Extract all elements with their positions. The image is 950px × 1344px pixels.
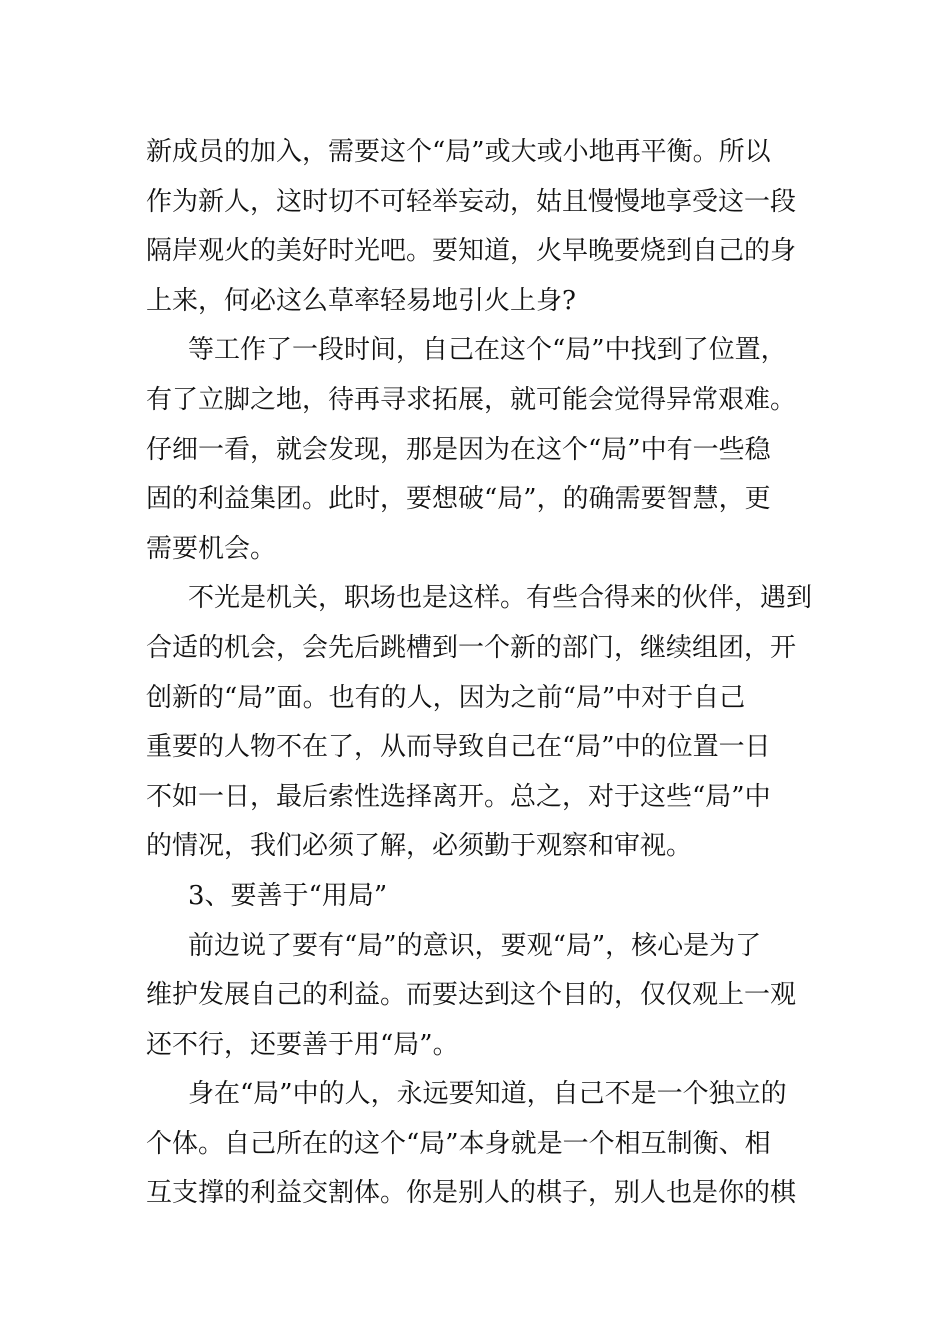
text-line: 仔细一看，就会发现，那是因为在这个“局”中有一些稳 (146, 434, 771, 465)
text-line: 重要的人物不在了，从而导致自己在“局”中的位置一日 (146, 732, 771, 763)
text-line: 维护发展自己的利益。而要达到这个目的，仅仅观上一观 (146, 980, 797, 1011)
text-line: 合适的机会，会先后跳槽到一个新的部门，继续组团，开 (146, 632, 797, 663)
text-line: 有了立脚之地，待再寻求拓展，就可能会觉得异常艰难。 (146, 384, 797, 415)
text-line: 隔岸观火的美好时光吧。要知道，火早晚要烧到自己的身 (146, 236, 797, 267)
text-line: 需要机会。 (146, 533, 277, 564)
text-line: 还不行，还要善于用“局”。 (146, 1029, 459, 1060)
text-line: 固的利益集团。此时，要想破“局”，的确需要智慧，更 (146, 484, 771, 515)
text-line: 不如一日，最后索性选择离开。总之，对于这些“局”中 (146, 781, 771, 812)
paragraph-start-line: 不光是机关，职场也是这样。有些合得来的伙伴，遇到 (188, 583, 813, 614)
text-line: 上来，何必这么草率轻易地引火上身? (146, 285, 576, 316)
text-line: 新成员的加入，需要这个“局”或大或小地再平衡。所以 (146, 137, 771, 167)
paragraph-start-line: 前边说了要有“局”的意识，要观“局”，核心是为了 (188, 930, 762, 961)
body-text (146, 128, 812, 1219)
text-line: 互支撑的利益交割体。你是别人的棋子，别人也是你的棋 (146, 1178, 797, 1209)
text-line: 个体。自己所在的这个“局”本身就是一个相互制衡、相 (146, 1128, 771, 1159)
section-heading: 3、要善于“用局” (188, 880, 388, 911)
paragraph-start-line: 等工作了一段时间，自己在这个“局”中找到了位置， (188, 335, 787, 366)
text-line: 作为新人，这时切不可轻举妄动，姑且慢慢地享受这一段 (146, 186, 797, 217)
text-line: 的情况，我们必须了解，必须勤于观察和审视。 (146, 831, 693, 862)
text-line: 创新的“局”面。也有的人，因为之前“局”中对于自己 (146, 682, 746, 713)
paragraph-start-line: 身在“局”中的人，永远要知道，自己不是一个独立的 (188, 1079, 787, 1110)
